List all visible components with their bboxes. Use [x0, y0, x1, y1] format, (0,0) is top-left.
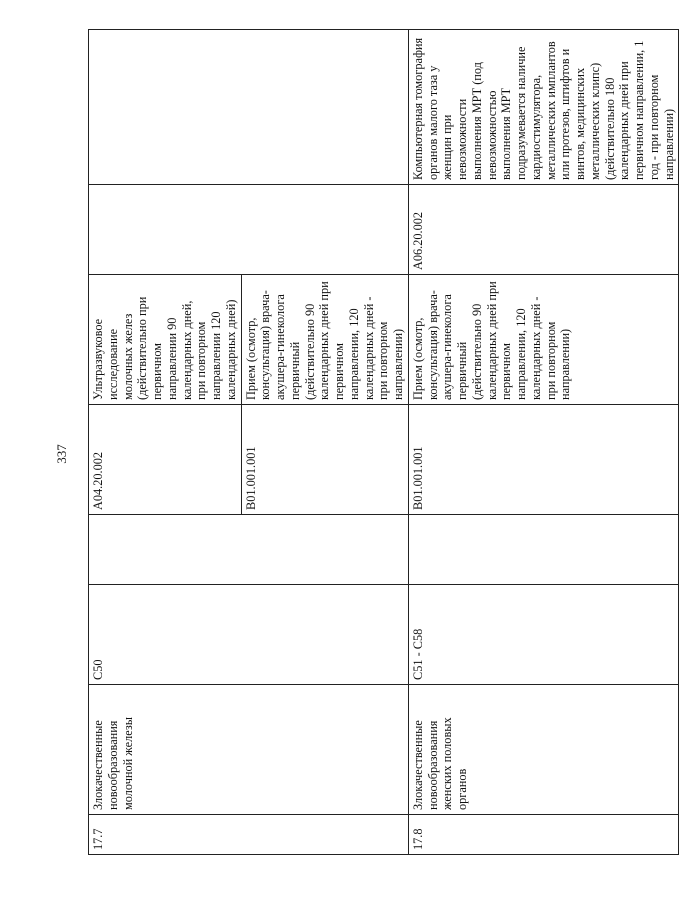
empty-cell: [408, 515, 679, 585]
row-number: 17.8: [408, 815, 679, 855]
diagnosis-name: Злокачественные новообразования молочной железы: [89, 685, 409, 815]
services-table: [88, 29, 679, 855]
empty-cell: [89, 515, 242, 585]
icd-code: C51 - C58: [408, 585, 679, 685]
row-number: 17.7: [89, 815, 409, 855]
service-code: [89, 185, 409, 275]
service-description: Прием (осмотр, консультация) врача-акушера-гинеколога первичный (действительно 90 календарных дней при первичном направлении, 120 календарных дней - при повторном направлении): [408, 275, 679, 405]
diagnosis-name: Злокачественные новообразования женских половых органов: [408, 685, 679, 815]
service-description: Ультразвуковое исследование молочных желез (действительно при первичном направлении 90 календарных дней, при повторном направлении 120 календарных дней): [89, 275, 242, 405]
service-code: B01.001.001: [241, 405, 408, 515]
icd-code: C50: [89, 585, 409, 685]
service-description: [89, 30, 409, 185]
service-code: A06.20.002: [408, 185, 679, 275]
service-code: A04.20.002: [89, 405, 242, 515]
service-description: Компьютерная томография органов малого таза у женщин при невозможности выполнения МРТ (под невозможностью выполнения МРТ подразумевается наличие кардиостимулятора, металлических имплантов или протезов, штифтов и винтов, медицинских металлических клипс) (действительно 180 календарных дней при первичном направлении, 1 год - при повторном направлении): [408, 30, 679, 185]
empty-cell: [241, 515, 408, 585]
rotated-table-wrapper: [88, 30, 676, 855]
table-row: [408, 30, 679, 855]
page-number: 337: [54, 444, 69, 464]
service-description: Прием (осмотр, консультация) врача-акушера-гинеколога первичный (действительно 90 календарных дней при первичном направлении, 120 календарных дней - при повторном направлении): [241, 275, 408, 405]
service-code: B01.001.001: [408, 405, 679, 515]
table-row: [89, 30, 242, 855]
